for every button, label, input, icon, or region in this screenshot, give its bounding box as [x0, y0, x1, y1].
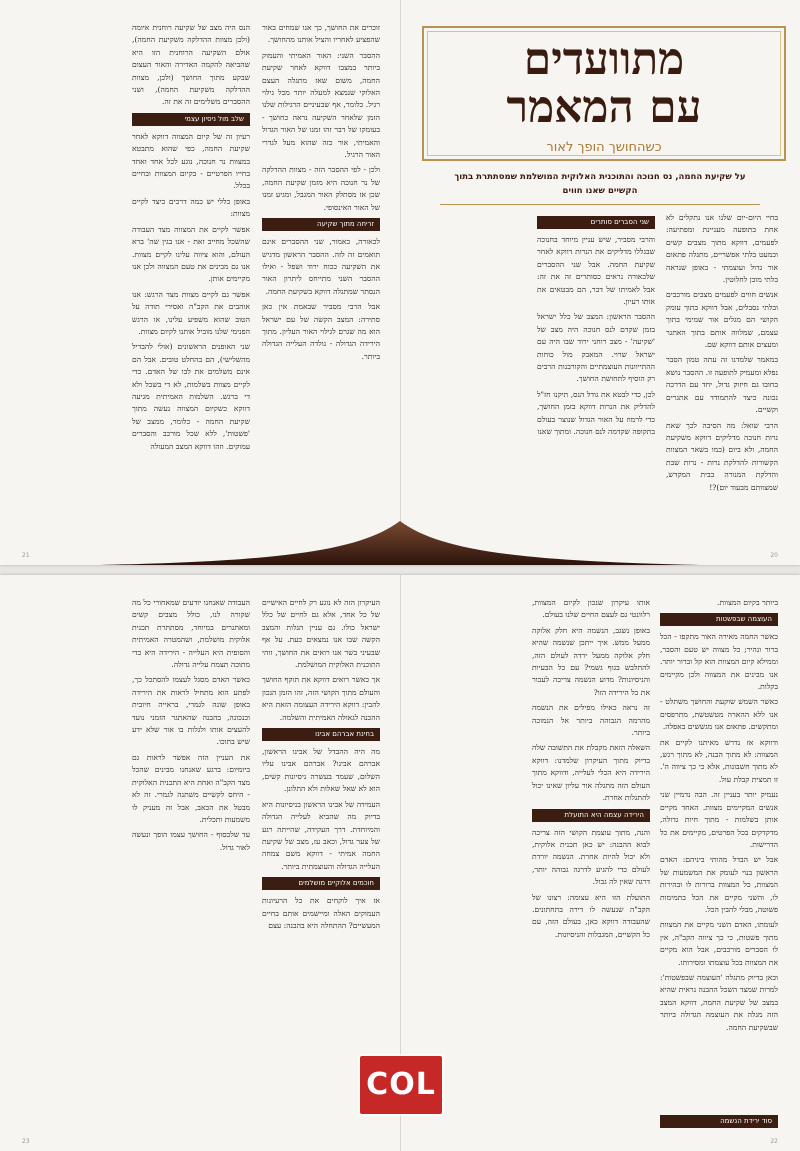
paragraph: כאשר השמש שוקעת והחושך משתלט - אנו ללא ההארה מטשטשת, מתרפסים ומתקשים. פתאום אנו מגששים באפלה.: [660, 697, 778, 732]
page-number: 22: [770, 1138, 778, 1145]
section-header: שני הסברים סותרים: [537, 216, 655, 229]
paragraph: ודווקא אז נדרש מאיתנו לקיים את המצווה: לא מתוך הבנה, לא מתוך רגש, לא מתוך חשבונות, אלא כי כך ציווה ה'. זו תמצית קבלת עול.: [660, 737, 778, 784]
paragraph: זה נראה כאילו מפילים את הנשמה מהרמה הגבוהה ביותר אל הנמוכה ביותר.: [532, 703, 650, 738]
paragraph: לכאורה, כאמור, שני ההסברים אינם תואמים זה לזה. ההסבר הראשון מדגיש את השקיעה ככוח ירוד ושפל - ואילו ההסבר השני מתייחס ליתרון האור הנסתר שמתגלה דווקא בשקיעת החמה.: [262, 237, 380, 296]
paragraph: לעומתו, האדם השני מקיים את המצוות מתוך פשטות, כי כך ציווה הקב"ה, אין לו הסברים מורכבים, אבל הוא מקיים את המצוות בכל עוצמתו ומסירותו.: [660, 920, 778, 967]
paragraph: באופן כללי יש כמה דרכים כיצד לקיים מצוות:: [132, 196, 250, 219]
col-logo: COL: [360, 1056, 442, 1114]
bottom-left-page: [0, 575, 400, 1151]
paragraph: הנס היה מצב של שקיעה רוחנית איומה (ולכן מצוות ההדלקה משקיעת החמה), אולם השקיעה הרוחנית הזו היא שהביאה להקמה האדירה והאור העצום שבקע מתוך החושך (ולכן, מצוות ההדלקה משקיעת החמה), ושני ההסברים משלימים זה את זה.: [132, 23, 250, 107]
top-left-col-1: [262, 22, 380, 522]
bottom-right-col-2: [532, 597, 650, 1117]
paragraph: ההסבר השני: האור האמיתי והעמוק ביותר במצבו דווקא לאחר שקיעת החמה, משום שאז מתגלה העצם האלוקי שנמצא למעלה יותר מכל גילוי רגיל. כלומר, אף שבעיניים הרגילות שלנו הזמן שלאחר השקיעה נראה כחושך - בעומקו של דבר זהו זמנו של האור הגדול והאמיתי, אור כזה שהוא מעל לגדרי האור הרגיל.: [262, 50, 380, 160]
paragraph: אנשים חווים לפעמים מצבים מורכבים ובלתי נסבלים, אבל דווקא בתוך עומק הקושי הם מגלים אור שמימי בתוך עצמם, שמלווה אותם בתוך האתגר ומעצים אותם דווקא שם.: [666, 290, 778, 350]
paragraph: השאלה הזאת מקבלת את התשובה שלה בדיוק מתוך העיקרון שלמדנו: דווקא הירידה היא הכלי לעלייה, ודווקא מתוך העולם הזה מתגלה אור עליון שאינו יכול להתגלות אחרת.: [532, 743, 650, 803]
section-header: סוד ירידת הנשמה: [660, 1115, 778, 1128]
lead-divider: [440, 204, 760, 205]
paragraph: אפשר גם לקיים מצוות מצד הרגש: אנו אוהבים את הקב"ה ואסירי תודה על הטוב שהוא משפיע עלינו, או הרגש הפנימי שלנו מוביל אותנו לקיום מצוות.: [132, 289, 250, 336]
decorative-wedge: [100, 521, 700, 565]
paragraph: ולכן - לפי ההסבר הזה - מצוות ההדלקה של נר חנוכה היא מזמן שקיעת החמה, שכן אז מסתלק האור המגבל, ומגיע זמנו של האור האינסופי.: [262, 165, 380, 212]
top-right-col-2: [537, 212, 655, 522]
paragraph: הרבי שואל: מה הסיבה לכך שאת נרות חנוכה מדליקים דווקא משקיעת החמה, ולא ביום (כמו בשאר המצוות הקשורות להדלקת נרות - נרות שבת והדלקת המנורה בבית המקדש, שמצוותם מבעוד יום)?!: [666, 420, 778, 492]
paragraph: וכאן בדיוק מתגלה 'העוצמה שבפשטות': למרות שמצד השכל ההבנה נראית שהיא במצב של שקיעת החמה, דווקא המצב הזה מגלה את העוצמה הגדולה ביותר שבשקיעת החמה.: [660, 972, 778, 1032]
bottom-right-col-1: [660, 597, 778, 1117]
section-header: הירידה עצמה היא התועלת: [532, 809, 650, 822]
section-header: חוכמים אלוקיים מושלמים: [262, 877, 380, 890]
title-frame: [422, 26, 786, 161]
paragraph: מה היה ההבדל של אבינו הראשון, אברהם אבינו? אברהם אבינו עליו השלום, שעמד בעשרה ניסיונות קשים, הוא לא שאל שאלות ולא התלונן.: [262, 747, 380, 794]
title-line-2: עם המאמר: [506, 82, 702, 133]
top-left-page: [0, 0, 400, 565]
paragraph: והנה, מתוך עוצמת הקושי הזה צריכה לבוא ההבנה: יש כאן תכנית אלוקית, ולא יכול להיות אחרת. הנשמה יורדת לעולם כדי להגיע לדרגה גבוהה יותר, דרגה שאין לה גבול.: [532, 827, 650, 887]
paragraph: העמידה של אבינו הראשון בניסיונות היא בדיוק מה שהביא לעלייה הגדולה והמיוחדת. דרך העקידה, שהייתה רגע של צער גדול, וכאב עז, מצב של שקיעת החמה אמיתי - דווקא משם צמחה העלייה הגדולה והעוצמתית ביותר.: [262, 799, 380, 871]
paragraph: והרבי מסביר, שיש עניין מיוחד בחנוכה שבגללו מדליקים את הנרות דווקא לאחר שקיעת החמה. אבל שני ההסברים שלכאורה נראים כסותרים זה את זה: אבל לאמיתו של דבר, הם מבטאים את אותו רעיון.: [537, 235, 655, 307]
page-number: 20: [770, 552, 778, 559]
paragraph: אפשר לקיים את המצווה מצד העבודה שהשכל מחייב זאת - אנו בגין שה' ברא העולם, והוא ציווה עלינו לקיים מצוות. אנו גם מבינים את טעם המצווה ולכן אנו מקיימים אותן.: [132, 224, 250, 284]
paragraph: כאשר החמה מאירה האור מתקפו - הכל ברור ונהיר; כל מצווה יש טעם והסבר, וממילא קיום המצוות הוא קל וברור יותר. אנו מבינים את המצווה ולכן מקיימים בקלות.: [660, 632, 778, 692]
section-header: שלב מול ניסיון עצמי: [132, 113, 250, 126]
top-spread: [0, 0, 800, 565]
section-header: העוצמה שבפשטות: [660, 613, 778, 626]
paragraph: כאשר האדם מסגל לעצמו להסתכל כך, לפתע הוא מתחיל לראות את הירידה באופן שונה לגמרי, בראייה חיובית וכנכונה, בהבנה שהאתגר הזמני נועד להעצים אותו ולגלות בו אור שלא ידע שיש בתוכו.: [132, 675, 250, 747]
paragraph: באופן נשגב, הנשמה היא חלק אלוקה ממעל ממש. איך ייתכן שנשמה שהיא חלק אלוקה ממעל ירדה לעולם הזה, להתלבש בגוף גשמי? עם כל הבעיות והניסיונות? מדוע הנשמה צריכה לעבור את כל הירידה הזו?: [532, 625, 650, 697]
paragraph: ביותר בקיום המצוות.: [717, 598, 778, 607]
paragraph: העבודה שאנחנו יודעים שמאחורי כל מה שקורה לנו, כולל מצבים קשים ומאתגרים במיוחד, מסתתרת תכנית אלוקית מושלמת, ושהמטרה האמיתית והסופית היא העלייה - הירידה היא כדי מתוכה תצמח עלייה גדולה.: [132, 598, 250, 670]
paragraph: אותו עיקרון שנכון לקיום המצוות, רלוונטי גם לעצם החיים שלנו בעולם.: [532, 598, 650, 620]
paragraph: את העניין הזה אפשר לראות גם ביומיום: ברגע שאנחנו מבינים שהכל מצד הקב"ה ואחת היא התכנית האלוקית - היחס לקשיים משתנה לגמרי. זה לא מבטל את הכאב, אבל זה מעניק לו משמעות ותכלית.: [132, 752, 250, 824]
paragraph: בחיי היום-יום שלנו אנו נתקלים לא אחת בתופעה מעניינת ומפתיעה: לפעמים, דווקא מתוך מצבים קשים וכמעט בלתי אפשריים, מתגלה פתאום אור גדול ועוצמתי - באופן שנראה בלתי מובן לחלוטין.: [666, 213, 778, 285]
paragraph: רעיון זה של קיום המצווה דווקא לאחר שקיעת החמה, כפי שהוא מתבטא במצוות נר חנוכה, נוגע לכל אחד ואחד בחייו הפרטיים - בקיום המצוות ובחיים בכלל.: [132, 131, 250, 191]
bottom-right-page: [400, 575, 800, 1151]
paragraph: אך כאשר רואים דווקא את תוקף החושך והעולם מתוך הקושי הזה, זהו הזמן הנכון להבין: דווקא הירידה העצומה הזאת היא ההכנה לגאולה האמיתית והשלמה.: [262, 675, 380, 722]
paragraph: זוכרים את החושך, כך אנו שמחים באור שהפציע לאחריו והציל אותנו מהחושך.: [262, 23, 380, 45]
top-left-col-2: [132, 22, 250, 522]
paragraph: העיקרון הזה לא נוגע רק לחיים האישיים של כל אחד, אלא גם לחיים של כלל ישראל כולו. גם עניין הגלות והמצב הקשה שבו אנו נמצאים כעת. על אף שבעיני בשר אנו רואים את החושך, זוהי התוכנית האלוקית המושלמת.: [262, 598, 380, 670]
top-right-page: [400, 0, 800, 565]
title-subtitle: כשהחושך הופך לאור: [546, 140, 662, 155]
top-right-col-1: [666, 212, 778, 522]
bottom-left-col-2: [132, 597, 250, 1117]
paragraph: עד שלבסוף - החושך עצמו הופך ונעשה לאור גדול.: [132, 830, 250, 852]
paragraph: שני האופנים הראשונים (אולי להבדיל מהשלישי), הם בהחלט טובים. אבל הם אינם משלמים את לבו של האדם. כדי לקיים מצוות בשלמות, לא די בשכל ולא די ברגש. השלמות האמיתית מגיעה דווקא כשקיום המצווה נעשה מתוך שקיעת החמה - כלומר, ממצב של 'פשטות', ללא שכל מורכב והסברים עמוקים. וזהו דווקא המצב המעולה: [132, 342, 250, 451]
lead-paragraph: על שקיעת החמה, נס חנוכה והתוכנית האלוקית המושלמת שמסתתרת בתוך הקשיים שאנו חווים: [454, 172, 746, 196]
paragraph: במאמר שלמדנו זה עתה טמון הסבר נפלא ומעמיק לתופעה זו. ההסבר נושא בחובו גם חיזוק גדול, יחד עם הדרכה נכונה כיצד להתמודד עם אתגרים וקשיים.: [666, 355, 778, 415]
section-header: בחינת אברהם אבינו: [262, 728, 380, 741]
paragraph: נעמיק יותר בעניין זה. הבה נדמיין שני אנשים המקיימים מצוות. האחד מקיים אותן בשלמות - מתוך חיות גדולה, מדקדקים בכל הפרטים, מקיימים את כל הדרישות.: [660, 790, 778, 849]
title-line-1: מתוועדים: [523, 34, 685, 85]
paragraph: ההסבר הראשון: המצב של כלל ישראל בזמן שקדם לנס חנוכה היה מצב של 'שקיעה' - מצב רוחני ירוד שבו היה עם ישראל שרוי. המאבק מול כוחות ההתייוונות העוצמתיים והקורבנות הרבים רק הוסיף לתחושת החושך.: [537, 312, 655, 384]
paragraph: אבל הרבי מסביר שבאמת אין כאן סתירה: המצב הקשה של עם ישראל הוא מה שגרם לגילוי האור העליון. מתוך הירידה הגדולה - נולדה העלייה הגדולה ביותר.: [262, 302, 380, 361]
paragraph: אבל יש הבדל מהותי ביניהם: האדם הראשון בנוי לעומק את המשמעות של המצוות, כל המצוות ברורות לו ובהירות לו, והשני מקיים את הכל בתמימות פשוטה, מבלי להבין הכל.: [660, 855, 778, 914]
section-header: זריחה מתוך שקיעה: [262, 218, 380, 231]
paragraph: אז איך לוקחים את כל הרעיונות העמוקים האלה ומיישמים אותם בחיים המעשיים? ההתחלה היא בהבנה: עצם: [262, 896, 380, 930]
paragraph: לכן, כדי לבטא את גודל הנס, תיקנו חז"ל להדליק את הנרות דווקא בזמן החושך, כדי לרמוז על האור הגדול שנוצר בעולם בתקופה שקדמה לנס חנוכה. ומתוך שאנו: [537, 389, 655, 437]
bottom-left-col-1: [262, 597, 380, 1117]
page-number: 23: [22, 1138, 30, 1145]
page-number: 21: [22, 552, 30, 559]
paragraph: התועלת הזו היא עצומה: רצונו של הקב"ה שנעשה לו דירה בתחתונים. שהעבודה דווקא כאן, בעולם הזה, עם כל הקשיים, המגבלות והניסיונות.: [532, 892, 650, 939]
